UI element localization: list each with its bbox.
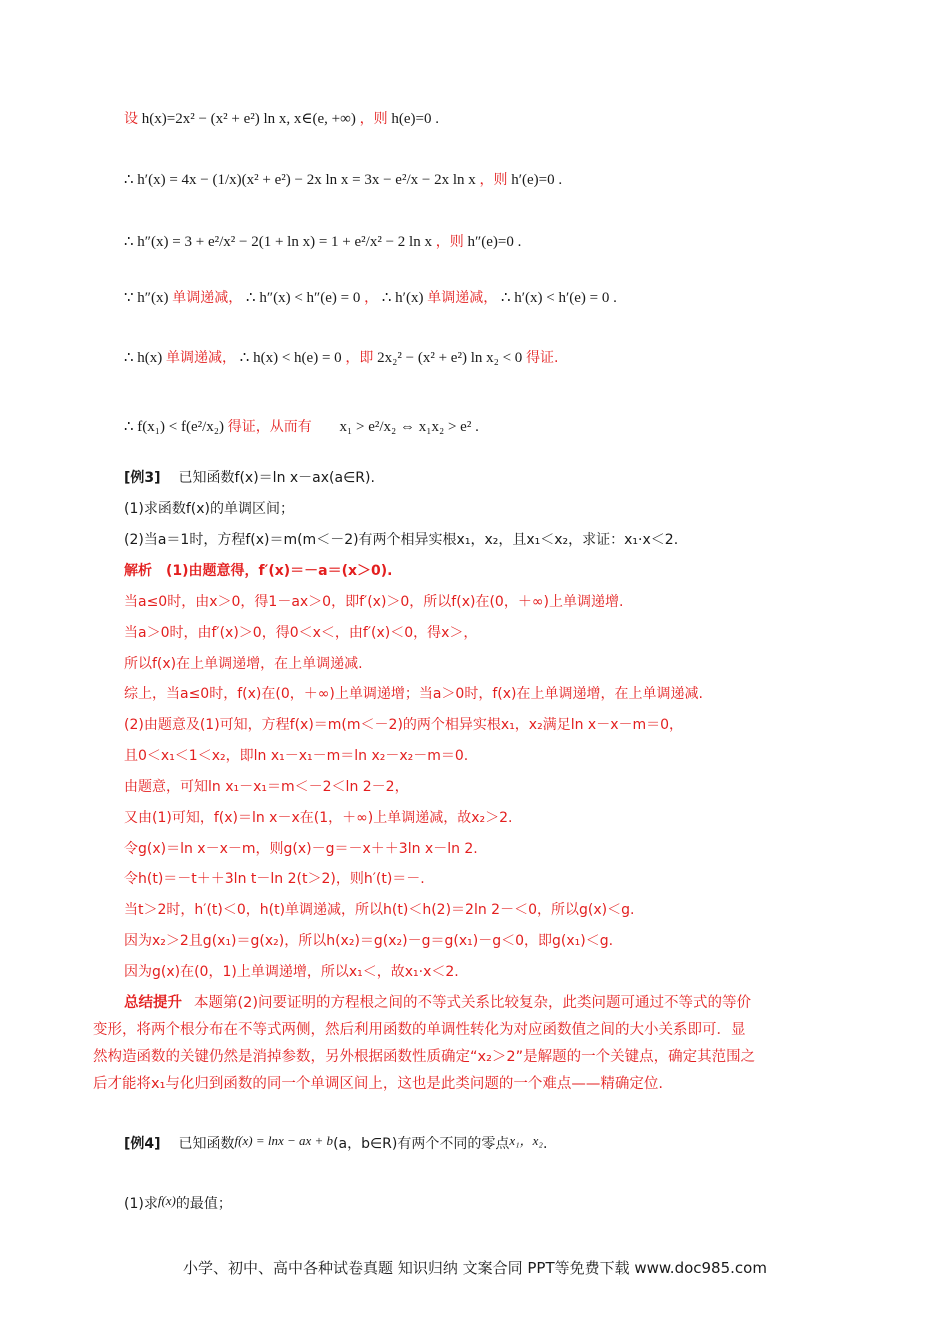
proof-formula: 2x₂² − (x² + e²) ln x₂ < 0 bbox=[377, 350, 523, 366]
proof-connector: 得证. bbox=[526, 350, 559, 366]
solution-line: 令h(t)＝－t＋＋3ln t－ln 2(t＞2)，则h′(t)＝－. bbox=[124, 871, 425, 887]
summary-paragraph bbox=[93, 990, 861, 1098]
solution-line: 综上，当a≤0时，f(x)在(0，＋∞)上单调递增；当a＞0时，f(x)在上单调递增，在上单调递减. bbox=[124, 686, 703, 702]
proof-formula: ∴ h″(x) < h″(e) = 0 bbox=[246, 290, 361, 306]
proof-end: . bbox=[517, 234, 522, 250]
example4-statement bbox=[124, 1130, 547, 1155]
proof-connector: 单调递减， bbox=[166, 350, 237, 366]
summary-line: 后才能将x₁与化归到函数的同一个单调区间上，这也是此类问题的一个难点——精确定位. bbox=[93, 1076, 663, 1092]
proof-formula: ∴ h′(x) < h′(e) = 0 bbox=[500, 290, 610, 306]
solution-line: 令g(x)＝ln x－x－m，则g(x)－g＝－x＋＋3ln x－ln 2. bbox=[124, 841, 478, 857]
proof-formula: h(e)=0 bbox=[391, 111, 432, 127]
proof-line-2 bbox=[124, 169, 562, 191]
proof-connector: 单调递减， bbox=[172, 290, 243, 306]
solution-line: 因为x₂＞2且g(x₁)＝g(x₂)，所以h(x₂)＝g(x₂)－g＝g(x₁)－g＜0，即g(x₁)＜g. bbox=[124, 933, 614, 949]
example3-tag: [例3] bbox=[124, 470, 161, 486]
summary-line: 本题第(2)问要证明的方程根之间的不等式关系比较复杂，此类问题可通过不等式的等价 bbox=[194, 995, 752, 1011]
solution-line: 当t＞2时，h′(t)＜0，h(t)单调递减，所以h(t)＜h(2)＝2ln 2－＜0，所以g(x)＜g. bbox=[124, 902, 635, 918]
page-footer: 小学、初中、高中各种试卷真题 知识归纳 文案合同 PPT等免费下载 www.doc985.com bbox=[183, 1259, 767, 1277]
proof-formula: ∴ h′(x) = 4x − (1/x)(x² + e²) − 2x ln x = 3x − e²/x − 2x ln x bbox=[124, 172, 476, 188]
proof-formula: ∵ h″(x) bbox=[124, 290, 169, 306]
solution-line: 因为g(x)在(0，1)上单调递增，所以x₁＜，故x₁·x＜2. bbox=[124, 964, 459, 980]
proof-end: . bbox=[613, 290, 617, 306]
example4-end: . bbox=[542, 1136, 548, 1152]
summary-line: 然构造函数的关键仍然是消掉参数，另外根据函数性质确定“x₂＞2”是解题的一个关键点，确定其范围之 bbox=[93, 1049, 756, 1065]
proof-connector: 得证，从而有 bbox=[227, 419, 312, 435]
solution-line: 所以f(x)在上单调递增，在上单调递减. bbox=[124, 656, 363, 672]
summary-label: 总结提升 bbox=[124, 995, 182, 1011]
proof-formula: ∴ h″(x) = 3 + e²/x² − 2(1 + ln x) = 1 + e²/x² − 2 ln x bbox=[124, 234, 432, 250]
solution-line: 且0＜x₁＜1＜x₂，即ln x₁－x₁－m＝ln x₂－x₂－m＝0. bbox=[124, 748, 469, 764]
example4-q1-text: (1)求 bbox=[124, 1196, 158, 1212]
proof-line-1 bbox=[124, 108, 439, 130]
proof-end: . bbox=[435, 111, 439, 127]
proof-formula: h″(e)=0 bbox=[467, 234, 514, 250]
proof-formula: x₁ > e²/x₂ ⇔ x₁x₂ > e² bbox=[339, 419, 472, 435]
proof-connector: ，则 bbox=[359, 111, 388, 127]
proof-connector: ，则 bbox=[435, 234, 464, 250]
solution-line: 解析 (1)由题意得，f′(x)＝－a＝(x＞0). bbox=[124, 563, 393, 579]
proof-end: . bbox=[558, 172, 563, 188]
proof-end: . bbox=[475, 419, 479, 435]
solution-line: (2)由题意及(1)可知，方程f(x)＝m(m＜－2)的两个相异实根x₁，x₂满足ln x－x－m＝0， bbox=[124, 717, 684, 733]
proof-formula: ∴ h′(x) bbox=[381, 290, 424, 306]
proof-line-3 bbox=[124, 231, 521, 253]
example3-statement bbox=[124, 467, 375, 489]
proof-formula: ∴ f(x₁) < f(e²/x₂) bbox=[124, 419, 225, 435]
example4-question-1 bbox=[124, 1190, 232, 1215]
proof-line-5 bbox=[124, 347, 559, 369]
solution-line: 由题意，可知ln x₁－x₁＝m＜－2＜ln 2－2， bbox=[124, 779, 409, 795]
proof-formula: h′(e)=0 bbox=[511, 172, 555, 188]
example3-text: 已知函数f(x)＝ln x－ax(a∈R). bbox=[178, 470, 375, 486]
proof-line-6 bbox=[124, 416, 479, 438]
example4-q1-formula: f(x) bbox=[157, 1193, 176, 1208]
example4-formula: f(x) = lnx − ax + b bbox=[234, 1133, 334, 1148]
solution-line: 当a≤0时，由x＞0，得1－ax＞0，即f′(x)＞0，所以f(x)在(0，＋∞)上单调递增. bbox=[124, 594, 624, 610]
example3-question-1: (1)求函数f(x)的单调区间； bbox=[124, 501, 294, 517]
proof-prefix: 设 bbox=[124, 111, 138, 127]
proof-line-4 bbox=[124, 287, 617, 309]
proof-formula: h(x)=2x² − (x² + e²) ln x, x∈(e, +∞) bbox=[141, 111, 356, 127]
proof-formula: ∴ h(x) bbox=[124, 350, 163, 366]
proof-connector: ，则 bbox=[479, 172, 508, 188]
proof-connector: ，即 bbox=[345, 350, 374, 366]
example4-text: (a，b∈R)有两个不同的零点 bbox=[333, 1136, 510, 1152]
example4-zeros: x₁，x₂ bbox=[509, 1133, 543, 1148]
proof-formula: ∴ h(x) < h(e) = 0 bbox=[239, 350, 342, 366]
solution-line: 又由(1)可知，f(x)＝ln x－x在(1，＋∞)上单调递减，故x₂＞2. bbox=[124, 810, 513, 826]
example4-q1-text: 的最值； bbox=[175, 1196, 232, 1212]
example4-tag: [例4] bbox=[124, 1136, 161, 1152]
solution-line: 当a＞0时，由f′(x)＞0，得0＜x＜，由f′(x)＜0，得x＞， bbox=[124, 625, 478, 641]
example4-text: 已知函数 bbox=[178, 1136, 235, 1152]
summary-line: 变形，将两个根分布在不等式两侧，然后利用函数的单调性转化为对应函数值之间的大小关系即可．显 bbox=[93, 1022, 746, 1038]
proof-connector: 单调递减， bbox=[427, 290, 498, 306]
proof-connector: ， bbox=[364, 290, 379, 306]
example3-question-2: (2)当a＝1时，方程f(x)＝m(m＜－2)有两个相异实根x₁，x₂，且x₁＜x₂，求证：x₁·x＜2. bbox=[124, 532, 679, 548]
